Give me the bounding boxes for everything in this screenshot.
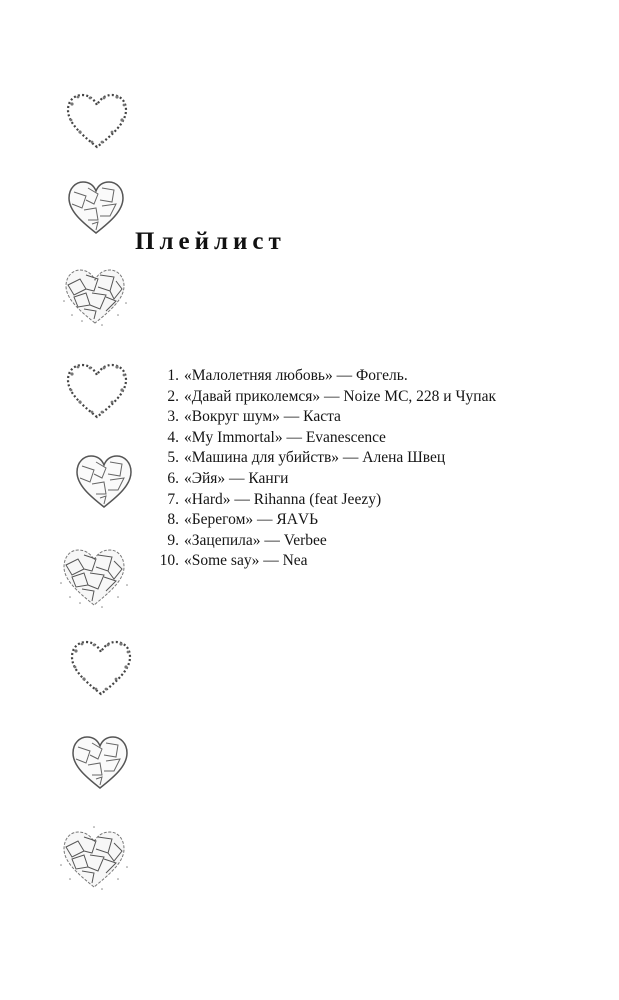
track-text: «Эйя» — Канги: [184, 469, 289, 487]
list-item: [150, 407, 496, 428]
list-item: [150, 531, 496, 552]
list-item: [150, 469, 496, 490]
floral-heart-icon: [62, 360, 132, 422]
track-text: «Давай приколемся» — Noize MC, 228 и Чупак: [184, 387, 497, 405]
track-number: 10.: [159, 552, 179, 570]
mosaic-heart-icon: [64, 178, 128, 238]
track-number: 2.: [167, 387, 179, 405]
track-text: «Берегом» — ЯАVЬ: [184, 511, 319, 529]
track-text: «Some say» — Nea: [184, 552, 308, 570]
list-item: [150, 490, 496, 511]
track-number: 6.: [167, 469, 179, 487]
list-item: [150, 448, 496, 469]
mosaic-heart-icon: [72, 452, 136, 512]
track-text: «My Immortal» — Evanescence: [184, 428, 386, 446]
list-item: [150, 510, 496, 531]
track-text: «Зацепила» — Verbee: [184, 531, 327, 549]
track-number: 1.: [167, 367, 179, 384]
track-number: 4.: [167, 428, 179, 446]
shattered-heart-icon: [60, 265, 130, 329]
track-text: «Машина для убийств» — Алена Швец: [184, 449, 446, 467]
list-item: [150, 551, 496, 572]
track-number: 9.: [167, 531, 179, 549]
track-number: 8.: [167, 511, 179, 529]
playlist: [150, 366, 496, 572]
mosaic-heart-icon: [68, 733, 132, 793]
track-text: «Hard» — Rihanna (feat Jeezy): [184, 490, 382, 508]
track-number: 3.: [167, 408, 179, 426]
page-title: Плейлист: [135, 228, 286, 255]
track-number: 5.: [167, 449, 179, 467]
floral-heart-icon: [66, 637, 136, 699]
track-text: «Вокруг шум» — Каста: [184, 408, 341, 426]
list-item: [150, 428, 496, 449]
shattered-heart-icon: [58, 825, 130, 893]
track-number: 7.: [167, 490, 179, 508]
floral-heart-icon: [62, 90, 132, 152]
list-item: [150, 366, 496, 387]
shattered-heart-icon: [58, 545, 130, 611]
list-item: [150, 387, 496, 408]
track-text: «Малолетняя любовь» — Фогель.: [184, 367, 408, 384]
